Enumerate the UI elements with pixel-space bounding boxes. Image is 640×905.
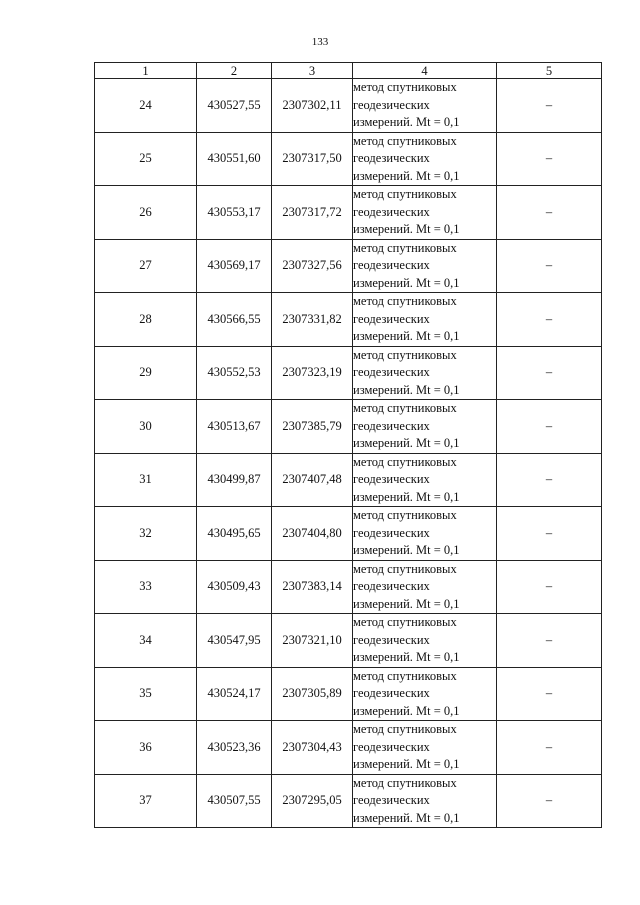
coordinate-y: 2307304,43 (272, 721, 353, 775)
method-description (353, 346, 497, 400)
method-description (353, 507, 497, 561)
coordinate-x: 430507,55 (197, 774, 272, 828)
note-dash: – (497, 453, 602, 507)
coordinate-x: 430552,53 (197, 346, 272, 400)
coordinate-x: 430547,95 (197, 614, 272, 668)
method-line: метод спутниковых (353, 454, 457, 469)
table-body (95, 79, 602, 828)
point-number: 36 (95, 721, 197, 775)
header-col-2: 2 (197, 63, 272, 79)
method-line: измерений. Mt = 0,1 (353, 596, 460, 611)
note-dash: – (497, 186, 602, 240)
coordinate-y: 2307317,50 (272, 132, 353, 186)
method-description (353, 721, 497, 775)
method-line: геодезических (353, 739, 430, 754)
note-dash: – (497, 293, 602, 347)
method-line: геодезических (353, 686, 430, 700)
table-row (95, 614, 602, 668)
method-line: измерений. Mt = 0,1 (353, 757, 460, 771)
method-line: метод спутниковых (353, 722, 457, 736)
method-line: геодезических (353, 204, 430, 219)
note-dash: – (497, 614, 602, 668)
page-number: 133 (311, 36, 329, 48)
coordinate-y: 2307407,48 (272, 453, 353, 507)
coordinate-x: 430509,43 (197, 560, 272, 614)
table-row (95, 400, 602, 454)
coordinate-x: 430523,36 (197, 721, 272, 775)
method-line: измерений. Mt = 0,1 (353, 810, 460, 825)
method-line: геодезических (353, 525, 430, 540)
method-line: метод спутниковых (353, 347, 457, 362)
method-line: геодезических (353, 97, 430, 112)
coordinate-y: 2307317,72 (272, 186, 353, 240)
method-description (353, 560, 497, 614)
point-number: 31 (95, 453, 197, 507)
table-row (95, 560, 602, 614)
method-line: метод спутниковых (353, 240, 457, 255)
coordinate-y: 2307323,19 (272, 346, 353, 400)
method-line: метод спутниковых (353, 401, 457, 415)
note-dash: – (497, 400, 602, 454)
table-row (95, 186, 602, 240)
point-number: 34 (95, 614, 197, 668)
point-number: 24 (95, 79, 197, 133)
method-line: измерений. Mt = 0,1 (353, 543, 460, 557)
table-row (95, 132, 602, 186)
note-dash: – (497, 132, 602, 186)
coordinate-y: 2307385,79 (272, 400, 353, 454)
header-col-1: 1 (95, 63, 197, 79)
method-line: метод спутниковых (353, 775, 457, 790)
method-line: геодезических (353, 579, 430, 593)
table-row (95, 721, 602, 775)
table-header-row (95, 63, 602, 79)
method-line: метод спутниковых (353, 561, 457, 576)
coordinate-x: 430513,67 (197, 400, 272, 454)
method-line: метод спутниковых (353, 80, 457, 94)
header-col-4: 4 (353, 63, 497, 79)
note-dash: – (497, 721, 602, 775)
table-row (95, 507, 602, 561)
coordinate-x: 430551,60 (197, 132, 272, 186)
table-row (95, 239, 602, 293)
method-line: измерений. Mt = 0,1 (353, 436, 460, 450)
method-line: измерений. Mt = 0,1 (353, 222, 460, 236)
method-line: метод спутниковых (353, 508, 457, 522)
method-line: геодезических (353, 793, 430, 807)
method-line: геодезических (353, 632, 430, 647)
method-line: метод спутниковых (353, 294, 457, 308)
note-dash: – (497, 346, 602, 400)
coordinate-y: 2307302,11 (272, 79, 353, 133)
point-number: 37 (95, 774, 197, 828)
table-row (95, 346, 602, 400)
note-dash: – (497, 667, 602, 721)
method-description (353, 774, 497, 828)
method-line: измерений. Mt = 0,1 (353, 275, 460, 290)
coordinates-table (94, 62, 602, 828)
coordinate-y: 2307321,10 (272, 614, 353, 668)
coordinate-y: 2307331,82 (272, 293, 353, 347)
method-line: метод спутниковых (353, 133, 457, 148)
coordinate-x: 430499,87 (197, 453, 272, 507)
method-line: геодезических (353, 365, 430, 379)
note-dash: – (497, 774, 602, 828)
method-description (353, 400, 497, 454)
coordinate-x: 430566,55 (197, 293, 272, 347)
table-row (95, 293, 602, 347)
note-dash: – (497, 239, 602, 293)
coordinate-y: 2307327,56 (272, 239, 353, 293)
method-description (353, 453, 497, 507)
coordinate-x: 430524,17 (197, 667, 272, 721)
note-dash: – (497, 79, 602, 133)
method-line: метод спутниковых (353, 615, 457, 629)
point-number: 35 (95, 667, 197, 721)
point-number: 33 (95, 560, 197, 614)
coordinate-y: 2307305,89 (272, 667, 353, 721)
method-line: измерений. Mt = 0,1 (353, 382, 460, 397)
method-description (353, 293, 497, 347)
point-number: 27 (95, 239, 197, 293)
coordinate-x: 430495,65 (197, 507, 272, 561)
method-description (353, 239, 497, 293)
header-col-3: 3 (272, 63, 353, 79)
coordinate-x: 430527,55 (197, 79, 272, 133)
note-dash: – (497, 507, 602, 561)
method-line: измерений. Mt = 0,1 (353, 329, 460, 343)
method-line: метод спутниковых (353, 187, 457, 201)
method-line: измерений. Mt = 0,1 (353, 168, 460, 183)
table-row (95, 453, 602, 507)
coordinate-y: 2307295,05 (272, 774, 353, 828)
method-line: измерений. Mt = 0,1 (353, 703, 460, 718)
point-number: 30 (95, 400, 197, 454)
method-line: геодезических (353, 151, 430, 165)
method-line: измерений. Mt = 0,1 (353, 650, 460, 664)
method-line: геодезических (353, 418, 430, 433)
point-number: 29 (95, 346, 197, 400)
method-line: геодезических (353, 472, 430, 486)
coordinate-x: 430569,17 (197, 239, 272, 293)
point-number: 28 (95, 293, 197, 347)
point-number: 25 (95, 132, 197, 186)
method-line: метод спутниковых (353, 668, 457, 683)
method-line: геодезических (353, 258, 430, 272)
method-description (353, 667, 497, 721)
point-number: 32 (95, 507, 197, 561)
coordinate-y: 2307404,80 (272, 507, 353, 561)
note-dash: – (497, 560, 602, 614)
method-description (353, 614, 497, 668)
table-row (95, 79, 602, 133)
point-number: 26 (95, 186, 197, 240)
method-line: геодезических (353, 311, 430, 326)
table-row (95, 774, 602, 828)
method-description (353, 132, 497, 186)
method-line: измерений. Mt = 0,1 (353, 115, 460, 129)
table-row (95, 667, 602, 721)
coordinate-x: 430553,17 (197, 186, 272, 240)
method-description (353, 186, 497, 240)
method-description (353, 79, 497, 133)
coordinate-y: 2307383,14 (272, 560, 353, 614)
method-line: измерений. Mt = 0,1 (353, 489, 460, 504)
header-col-5: 5 (497, 63, 602, 79)
